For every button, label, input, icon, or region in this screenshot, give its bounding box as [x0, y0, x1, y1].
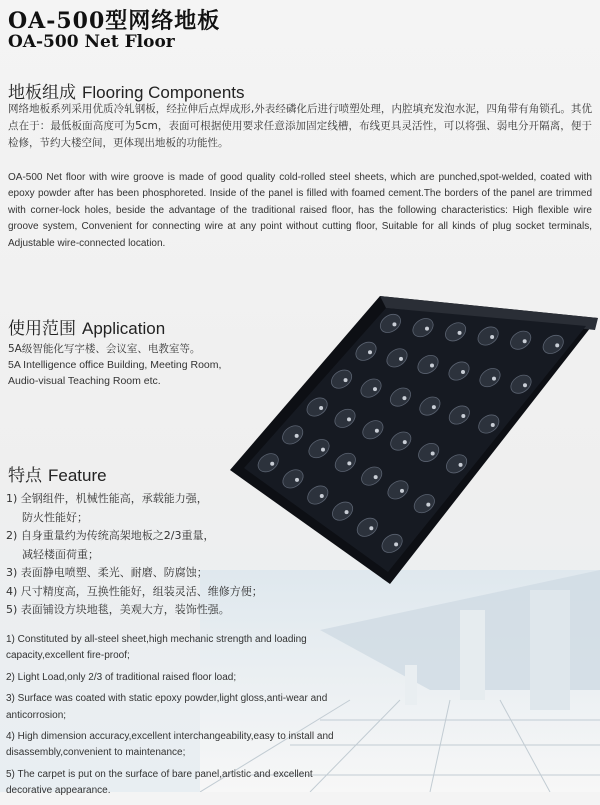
panel-cup-highlight: [374, 475, 378, 479]
components-heading: [8, 78, 245, 103]
panel-cup-highlight: [458, 331, 462, 335]
feature-heading: [8, 461, 107, 486]
feature-heading-en: Feature: [48, 466, 107, 485]
panel-cup-highlight: [321, 448, 325, 452]
panel-cup-highlight: [319, 406, 323, 410]
panel-cup-highlight: [270, 462, 274, 466]
components-heading-en: Flooring Components: [82, 83, 245, 102]
panel-cup-highlight: [368, 350, 372, 354]
panel-cup-highlight: [490, 335, 494, 339]
panel-cup-highlight: [345, 510, 349, 514]
feature-list-cn: [6, 490, 263, 620]
feature-list-en: [6, 632, 336, 805]
application-text-en-2: Audio-visual Teaching Room etc.: [8, 375, 161, 387]
panel-cup-highlight: [402, 396, 406, 400]
panel-cup-highlight: [461, 414, 465, 418]
feature-cn-3: 3) 表面静电喷塑、柔光、耐磨、防腐蚀；: [6, 566, 208, 579]
panel-cup-highlight: [347, 417, 351, 421]
application-text-en-1: 5A Intelligence office Building, Meeting Room,: [8, 359, 222, 371]
feature-cn-2: 2) 自身重量约为传统高架地板之2/3重量，: [6, 529, 215, 542]
panel-cup-highlight: [392, 322, 396, 326]
components-paragraph-cn: 网络地板系列采用优质冷轧钢板，经拉伸后点焊成形,外表经磷化后进行喷塑处理，内腔填充发泡水泥，四角带有角锁孔。其优点在于：最低板面高度可为5cm，表面可根据使用要求任意添加固定线槽，布线更具灵活性，可以将强、弱电分开隔离，便于检修，节约大楼空间，更体现出地板的功能性。: [8, 103, 592, 149]
application-heading-cn: 使用范围: [8, 319, 76, 339]
panel-cup-highlight: [523, 339, 527, 343]
application-text-cn: 5A级智能化写字楼、会议室、电教室等。: [8, 343, 201, 355]
feature-cn-5: 5) 表面铺设方块地毯，美观大方，装饰性强。: [6, 603, 230, 616]
panel-cup-highlight: [399, 357, 403, 361]
panel-cup-highlight: [555, 343, 559, 347]
panel-cup-highlight: [375, 429, 379, 433]
application-heading-en: Application: [82, 319, 166, 338]
panel-cup-highlight: [426, 503, 430, 507]
feature-cn-1: 1) 全钢组件，机械性能高，承载能力强，: [6, 492, 208, 505]
panel-cup-highlight: [403, 440, 407, 444]
feature-cn-1b: 防火性能好；: [22, 510, 88, 524]
panel-cup-highlight: [430, 363, 434, 367]
feature-cn-4: 4) 尺寸精度高，互换性能好，组装灵活、维修方便；: [6, 584, 263, 598]
components-paragraph-en: OA-500 Net floor with wire groove is made of good quality cold-rolled steel sheets, which are punched,spot-welded, coated with epoxy powder after has been phosphoreted. Inside of the panel is filled with foamed cement.The borders of the panel are trimmed with corner-lock holes, beside the advantage of the traditional raised floor, has the following characteristics: High flexible wire groove system, Convenient for connecting wire at any point without cutting floor, Suitable for all kinds of plug socket terminals, Adjustable wire-connected location.: [8, 172, 592, 249]
page-subtitle: OA-500 Net Floor: [8, 32, 175, 52]
feature-en-3: 3) Surface was coated with static epoxy powder,light gloss,anti-wear and anticorrosion;: [6, 693, 328, 721]
feature-cn-2b: 减轻楼面荷重；: [22, 547, 99, 561]
panel-cup-highlight: [459, 463, 463, 467]
panel-cup-highlight: [432, 405, 436, 409]
application-heading: [8, 314, 165, 339]
panel-cup-highlight: [320, 494, 324, 498]
panel-cup-highlight: [347, 461, 351, 465]
panel-cup-highlight: [523, 383, 527, 387]
panel-cup-highlight: [394, 542, 398, 546]
feature-en-4: 4) High dimension accuracy,excellent interchangeability,easy to install and disassembly,convenient to maintenance;: [6, 731, 334, 759]
components-heading-cn: 地板组成: [8, 83, 76, 103]
panel-cup-highlight: [425, 327, 429, 331]
feature-en-1: 1) Constituted by all-steel sheet,high mechanic strength and loading capacity,excellent fire-proof;: [6, 634, 307, 662]
feature-heading-cn: 特点: [8, 466, 42, 486]
panel-cup-highlight: [492, 377, 496, 381]
panel-cup-highlight: [295, 434, 299, 438]
panel-cup-highlight: [344, 378, 348, 382]
panel-cup-highlight: [461, 370, 465, 374]
panel-cup-highlight: [491, 423, 495, 427]
panel-cup-highlight: [295, 478, 299, 482]
floor-panel-image: [210, 290, 600, 590]
panel-cup-highlight: [369, 526, 373, 530]
panel-cup-highlight: [431, 451, 435, 455]
panel-cup-highlight: [400, 489, 404, 493]
feature-en-2: 2) Light Load,only 2/3 of traditional raised floor load;: [6, 671, 237, 683]
panel-cup-highlight: [373, 387, 377, 391]
feature-en-5: 5) The carpet is put on the surface of bare panel,artistic and excellent decorative appearance.: [6, 768, 313, 797]
page-title: OA-500型网络地板: [8, 8, 221, 34]
